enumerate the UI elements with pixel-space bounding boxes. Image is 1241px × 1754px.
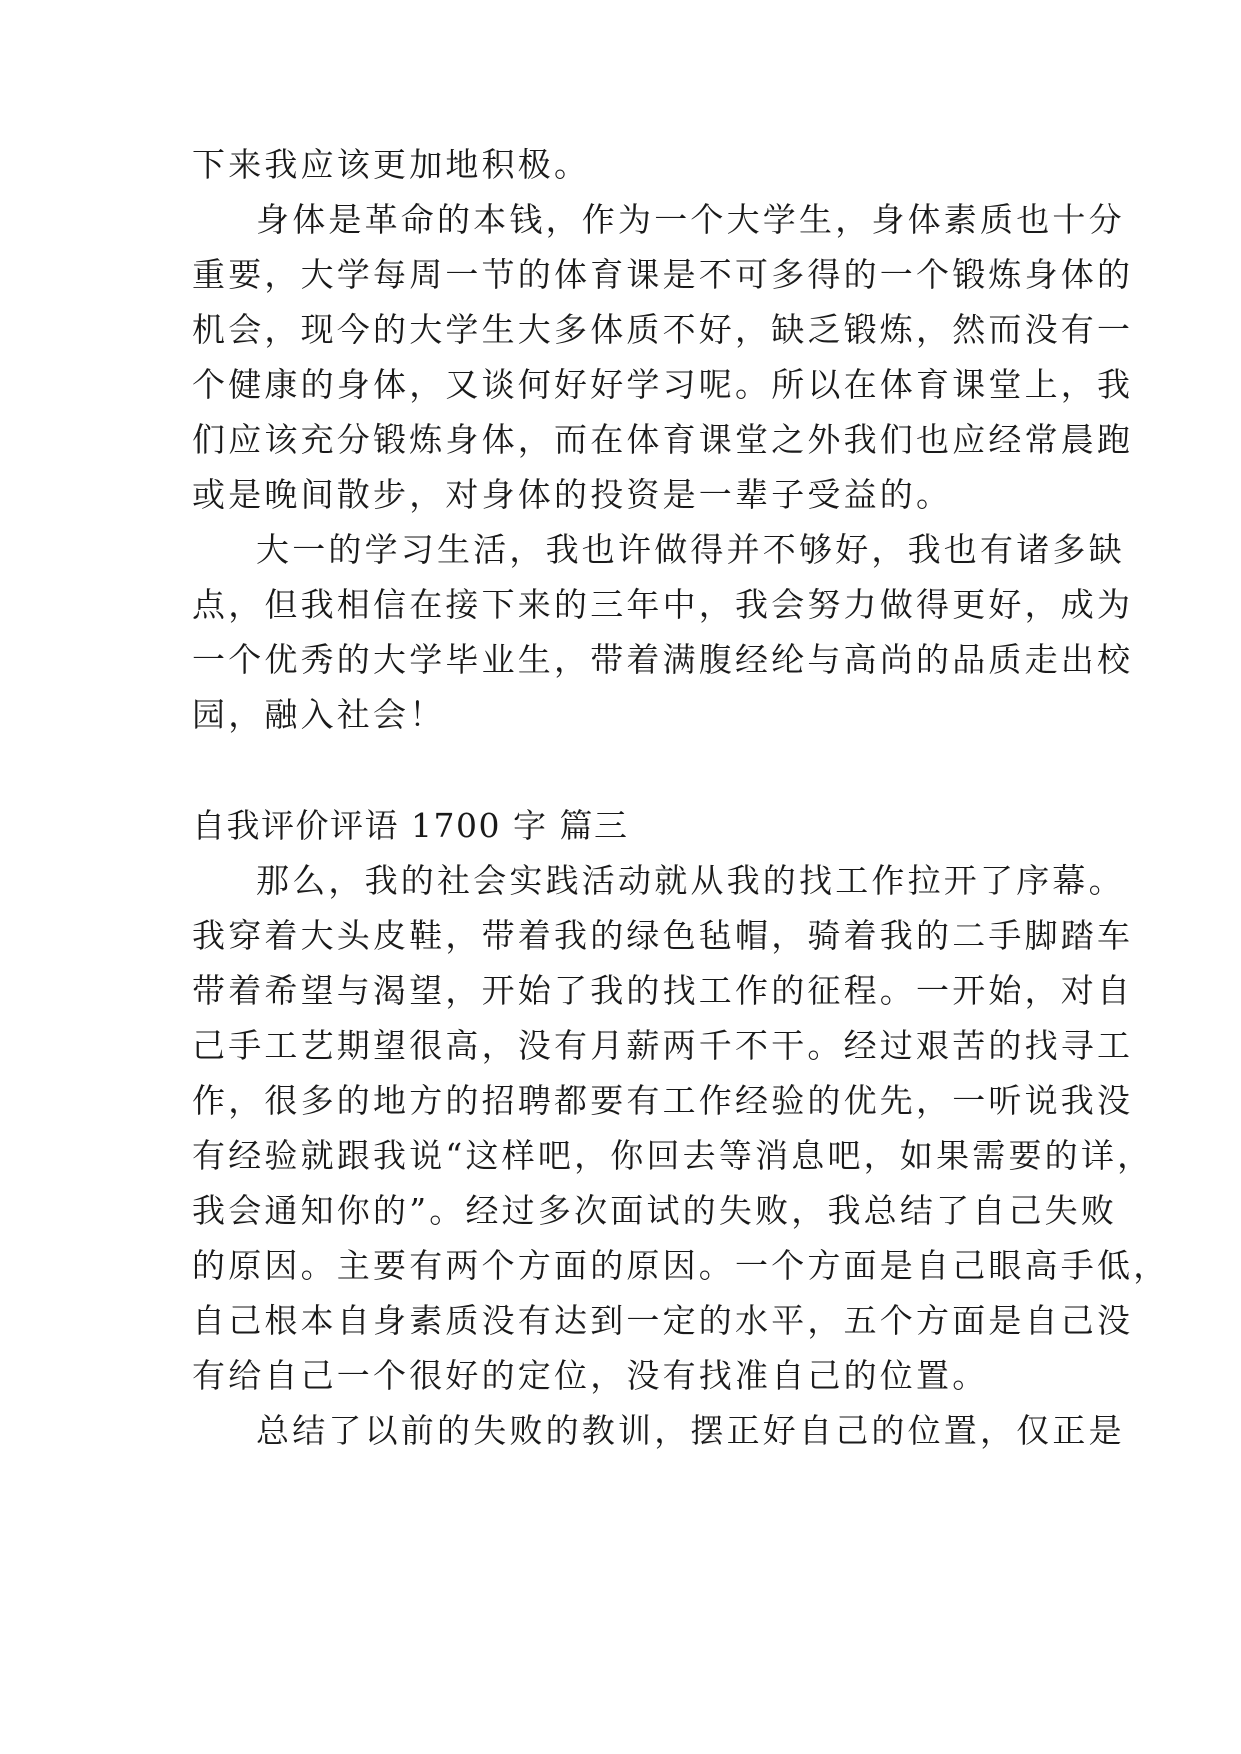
paragraph-first-line: 总结了以前的失败的教训，摆正好自己的位置，仅正是 (256, 1411, 1125, 1450)
text-line: 下来我应该更加地积极。 (192, 145, 591, 184)
paragraph-first-line: 那么，我的社会实践活动就从我的找工作拉开了序幕。 (256, 861, 1125, 900)
text-line: 重要，大学每周一节的体育课是不可多得的一个锻炼身体的 (192, 255, 1134, 294)
text-line: 己手工艺期望很高，没有月薪两千不干。经过艰苦的找寻工 (192, 1026, 1134, 1065)
paragraph-first-line: 大一的学习生活，我也许做得并不够好，我也有诸多缺 (256, 530, 1125, 569)
text-line: 机会，现今的大学生大多体质不好，缺乏锻炼，然而没有一 (192, 310, 1134, 349)
text-line: 点，但我相信在接下来的三年中，我会努力做得更好，成为 (192, 585, 1134, 624)
text-line: 们应该充分锻炼身体，而在体育课堂之外我们也应经常晨跑 (192, 420, 1134, 459)
text-line: 或是晚间散步，对身体的投资是一辈子受益的。 (192, 475, 953, 514)
text-line: 我穿着大头皮鞋，带着我的绿色毡帽，骑着我的二手脚踏车 (192, 916, 1134, 955)
text-line: 我会通知你的”。经过多次面试的失败，我总结了自己失败 (192, 1191, 1118, 1230)
text-line: 自己根本自身素质没有达到一定的水平，五个方面是自己没 (192, 1301, 1134, 1340)
text-line: 作，很多的地方的招聘都要有工作经验的优先，一听说我没 (192, 1081, 1134, 1120)
text-line: 个健康的身体，又谈何好好学习呢。所以在体育课堂上，我 (192, 365, 1134, 404)
text-line: 园，融入社会！ (192, 695, 446, 734)
text-line: 有经验就跟我说“这样吧，你回去等消息吧，如果需要的详， (192, 1136, 1154, 1175)
text-line: 的原因。主要有两个方面的原因。一个方面是自己眼高手低， (192, 1246, 1170, 1285)
section-heading: 自我评价评语 1700 字 篇三 (192, 806, 629, 845)
text-line: 带着希望与渴望，开始了我的找工作的征程。一开始，对自 (192, 971, 1134, 1010)
text-line: 有给自己一个很好的定位，没有找准自己的位置。 (192, 1356, 989, 1395)
paragraph-first-line: 身体是革命的本钱，作为一个大学生，身体素质也十分 (256, 200, 1125, 239)
text-line: 一个优秀的大学毕业生，带着满腹经纶与高尚的品质走出校 (192, 640, 1134, 679)
